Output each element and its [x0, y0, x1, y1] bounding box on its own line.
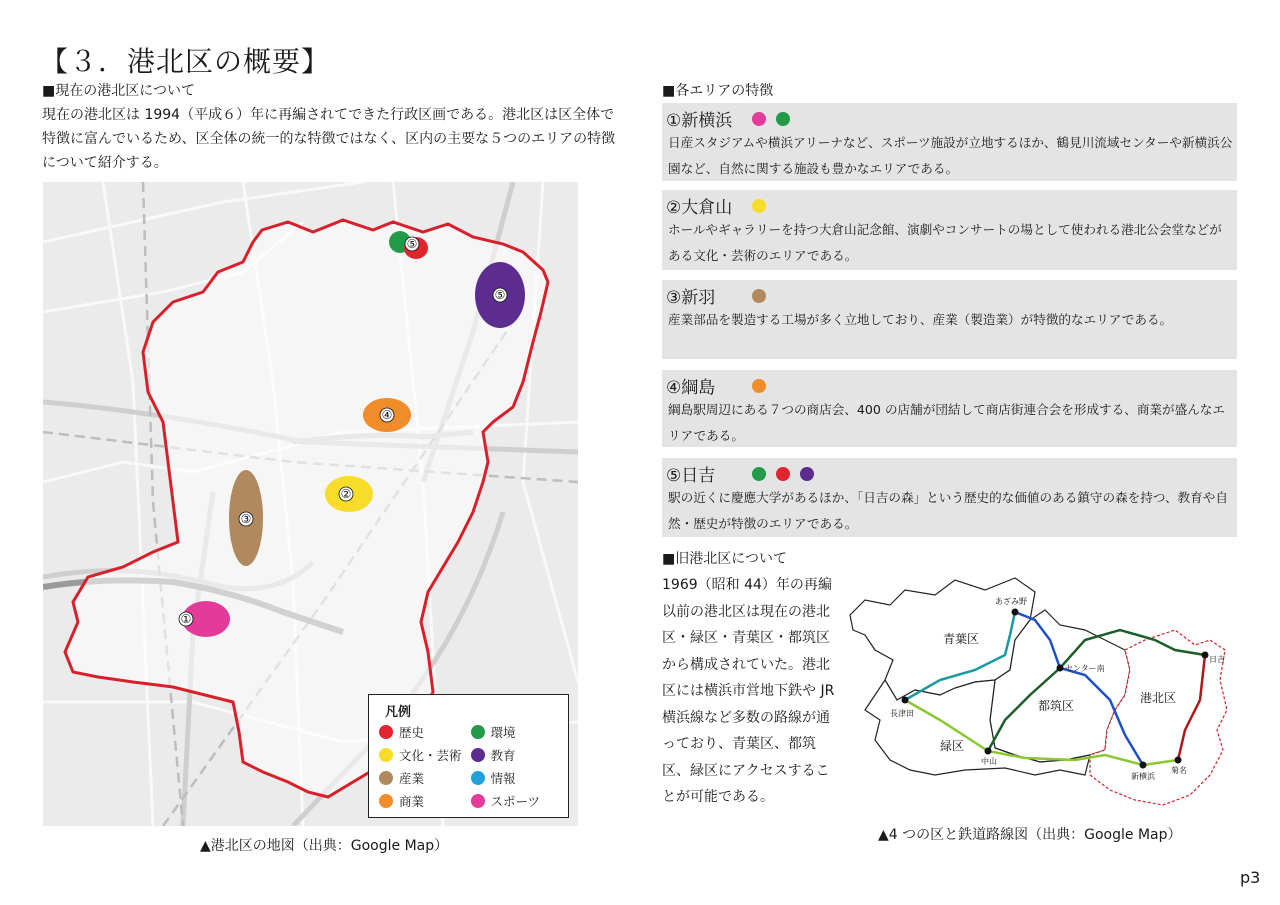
area-description: 綱島駅周辺にある７つの商店会、400 の店舗が団結して商店街連合会を形成する、商業が盛んなエリアである。 [668, 402, 1225, 443]
area-description: 駅の近くに慶應大学があるほか、「日吉の森」という歴史的な価値のある鎮守の森を持つ、教育や自然・歴史が特徴のエリアである。 [668, 490, 1228, 531]
legend-grid [379, 722, 558, 811]
marker-label-1: ① [180, 612, 192, 626]
marker-label-5b: ⑤ [494, 288, 506, 302]
area-title-row [666, 461, 814, 486]
legend-swatch-icon [471, 725, 485, 739]
legend-swatch-icon [379, 725, 393, 739]
area-category-dot-icon [752, 199, 766, 213]
legend-item [379, 791, 467, 811]
ward-label-tsuzuki: 都筑区 [1038, 699, 1075, 713]
ward-label-midori: 緑区 [940, 739, 965, 753]
station-azamino: あざみ野 [995, 597, 1027, 606]
station-kikuna: 菊名 [1171, 766, 1187, 775]
legend-item [379, 768, 467, 788]
marker-label-3: ③ [240, 512, 252, 526]
legend-label: 文化・芸術 [399, 748, 462, 763]
marker-label-2: ② [340, 487, 352, 501]
legend-label: 産業 [399, 771, 425, 786]
map-legend [368, 694, 569, 818]
marker-label-5a: ⑤ [406, 237, 418, 251]
rail-map-caption: ▲4 つの区と鉄道路線図（出典：Google Map） [878, 827, 1182, 843]
legend-item [379, 745, 467, 765]
ward-label-aoba: 青葉区 [943, 632, 980, 646]
legend-item [471, 791, 559, 811]
legend-label: スポーツ [490, 794, 541, 809]
legend-label: 環境 [490, 725, 516, 740]
area-description: ホールやギャラリーを持つ大倉山記念館、演劇やコンサートの場として使われる港北公会堂などがある文化・芸術のエリアである。 [668, 222, 1222, 263]
station-nakayama: 中山 [981, 757, 997, 766]
legend-label: 歴史 [399, 725, 425, 740]
legend-swatch-icon [471, 794, 485, 808]
legend-item [471, 745, 559, 765]
area-description: 日産スタジアムや横浜アリーナなど、スポーツ施設が立地するほか、鶴見川流域センターや新横浜公園など、自然に関する施設も豊かなエリアである。 [668, 135, 1233, 176]
page-title: 【３．港北区の概要】 [40, 45, 331, 78]
area-category-dot-icon [752, 467, 766, 481]
station-shin-yokohama: 新横浜 [1131, 772, 1155, 781]
legend-item [379, 722, 467, 742]
legend-swatch-icon [379, 771, 393, 785]
legend-label: 商業 [399, 794, 425, 809]
area-title: ④綱島 [666, 378, 716, 398]
old-ward-heading: ■旧港北区について [662, 551, 787, 567]
legend-title: 凡例 [385, 705, 412, 720]
current-ward-heading: ■現在の港北区について [42, 83, 195, 99]
page-number: p3 [1240, 868, 1261, 887]
area-category-dot-icon [752, 112, 766, 126]
marker-label-4: ④ [381, 408, 393, 422]
area-category-dot-icon [752, 379, 766, 393]
area-title: ⑤日吉 [666, 466, 716, 486]
station-nagatsuta: 長津田 [890, 709, 914, 718]
area-title-row [666, 373, 766, 398]
legend-swatch-icon [379, 794, 393, 808]
area-category-dot-icon [776, 112, 790, 126]
area-description: 産業部品を製造する工場が多く立地しており、産業（製造業）が特徴的なエリアである。 [668, 312, 1173, 327]
areas-heading: ■各エリアの特徴 [662, 83, 774, 99]
station-hiyoshi: 日吉 [1209, 655, 1225, 664]
area-title: ①新横浜 [666, 111, 733, 131]
legend-label: 情報 [490, 771, 516, 786]
area-title-row [666, 106, 790, 131]
legend-swatch-icon [471, 771, 485, 785]
area-title-row [666, 193, 766, 218]
legend-swatch-icon [471, 748, 485, 762]
area-category-dot-icon [752, 289, 766, 303]
area-category-dot-icon [776, 467, 790, 481]
rail-ward-map [845, 570, 1233, 815]
current-ward-body: 現在の港北区は 1994（平成６）年に再編されてできた行政区画である。港北区は区全体で特徴に富んでいるため、区全体の統一的な特徴ではなく、区内の主要な５つのエリアの特徴について紹介する。 [42, 107, 616, 171]
legend-label: 教育 [490, 748, 516, 763]
area-title-row [666, 283, 766, 308]
legend-swatch-icon [379, 748, 393, 762]
area-category-dot-icon [800, 467, 814, 481]
legend-item [471, 768, 559, 788]
legend-item [471, 722, 559, 742]
ward-label-kohoku: 港北区 [1140, 691, 1177, 705]
old-ward-body: 1969（昭和 44）年の再編以前の港北区は現在の港北区・緑区・青葉区・都筑区から構成されていた。港北区には横浜市営地下鉄や JR 横浜線など多数の路線が通っており、青葉区、都筑区、緑区にアクセスすることが可能である。 [662, 577, 835, 805]
map-caption: ▲港北区の地図（出典：Google Map） [200, 838, 449, 854]
station-center-minami: センター南 [1065, 664, 1105, 673]
area-title: ②大倉山 [666, 198, 733, 218]
area-title: ③新羽 [666, 288, 716, 308]
